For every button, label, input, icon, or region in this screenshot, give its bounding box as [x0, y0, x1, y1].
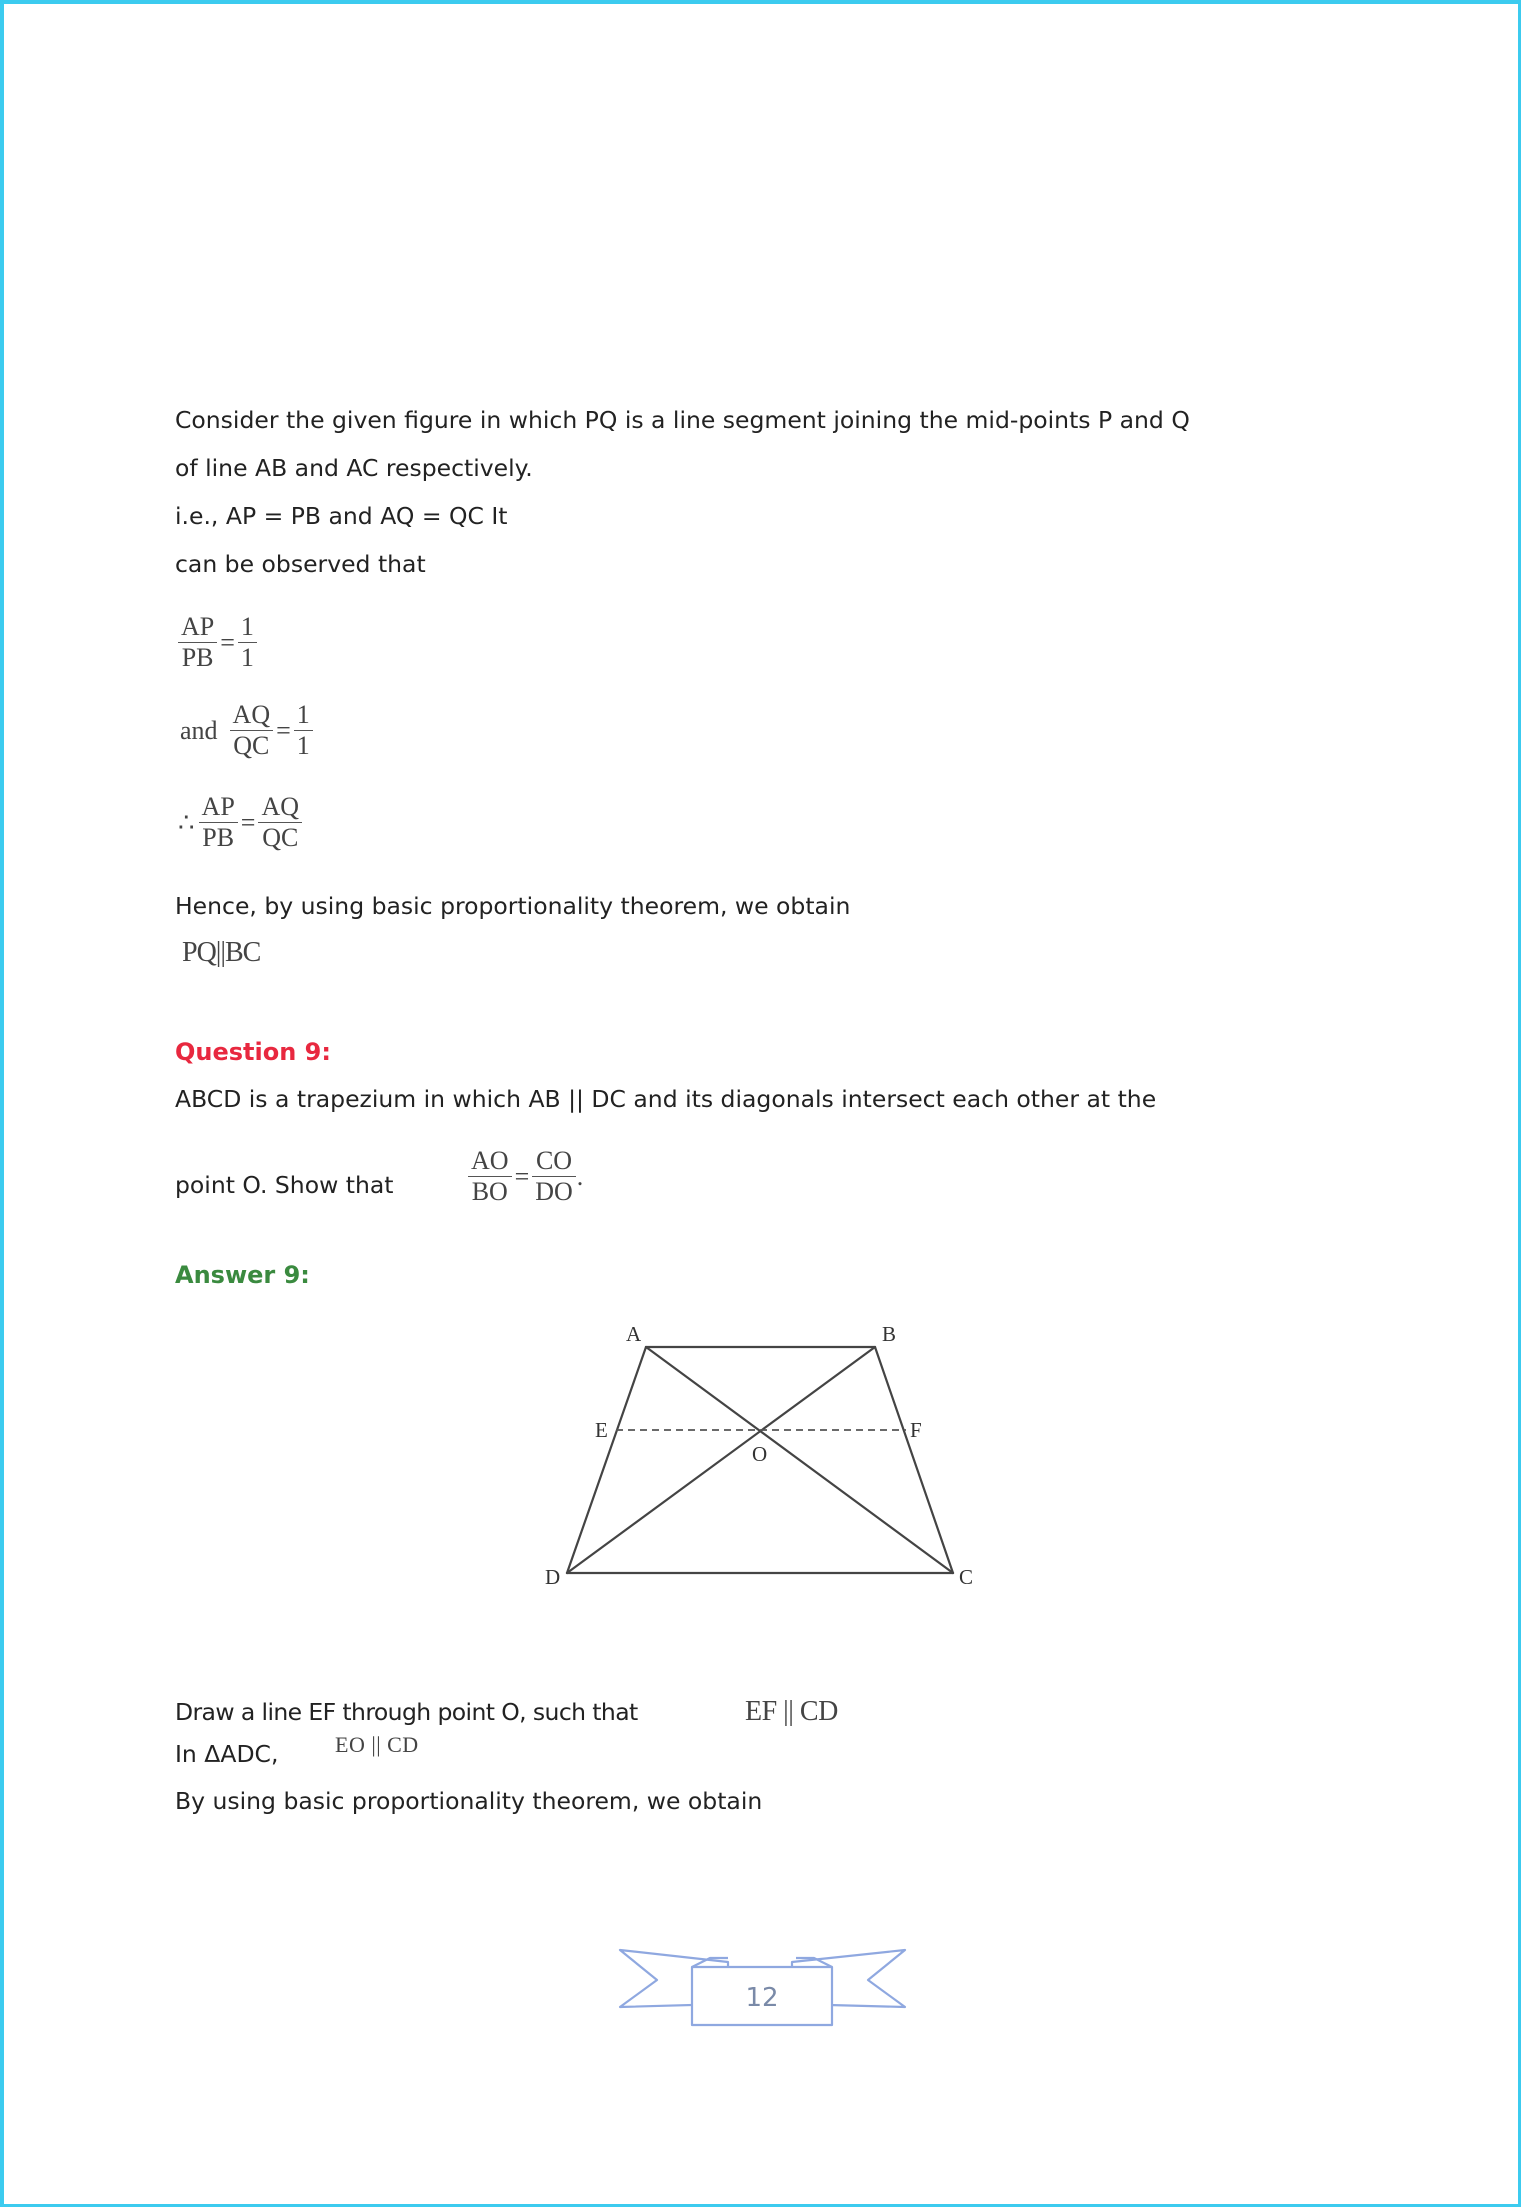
numerator: CO [535, 1146, 573, 1175]
equals-sign: = [276, 715, 291, 745]
conclusion-result: PQ||BC [182, 937, 261, 968]
numerator: AP [181, 612, 215, 641]
denominator: QC [262, 823, 299, 853]
numerator: AQ [232, 700, 271, 729]
label-e: E [595, 1418, 608, 1442]
equation-aq-qc [180, 700, 313, 761]
page-number: 12 [745, 1983, 779, 2013]
intro-line-3: i.e., AP = PB and AQ = QC It [175, 502, 508, 530]
label-c: C [959, 1565, 974, 1589]
therefore-symbol: ∴ [178, 807, 195, 837]
numerator: 1 [240, 612, 254, 641]
edge-bc [875, 1347, 953, 1573]
equation-therefore [178, 792, 302, 853]
fraction [468, 1146, 512, 1207]
fraction [178, 612, 217, 673]
period: . [576, 1161, 584, 1191]
label-f: F [910, 1418, 922, 1442]
label-a: A [626, 1322, 642, 1346]
equals-sign: = [240, 807, 256, 837]
numerator: AP [201, 792, 235, 821]
equation-ap-pb [178, 612, 257, 673]
answer-heading: Answer 9: [175, 1261, 310, 1289]
answer-line-1: Draw a line EF through point O, such that [175, 1698, 638, 1726]
answer-line-1-math: EF || CD [745, 1696, 838, 1727]
denominator: DO [535, 1177, 573, 1207]
question-heading: Question 9: [175, 1038, 331, 1066]
intro-line-1: Consider the given figure in which PQ is a line segment joining the mid-points P and Q [175, 406, 1190, 434]
label-o: O [752, 1442, 768, 1466]
numerator: 1 [296, 700, 310, 729]
denominator: BO [471, 1177, 508, 1207]
answer-line-2-math: EO || CD [335, 1732, 419, 1757]
denominator: PB [181, 643, 214, 673]
question-line-2: point O. Show that [175, 1171, 394, 1199]
denominator: 1 [296, 731, 310, 761]
numerator: AO [471, 1146, 509, 1175]
conclusion-text: Hence, by using basic proportionality theorem, we obtain [175, 892, 851, 920]
edge-ad [567, 1347, 646, 1573]
intro-line-2: of line AB and AC respectively. [175, 454, 533, 482]
fraction [532, 1146, 576, 1207]
diagonal-ac [646, 1347, 953, 1573]
equals-sign: = [220, 627, 235, 657]
diagonal-bd [567, 1347, 875, 1573]
label-d: D [545, 1565, 561, 1589]
fraction [238, 612, 257, 673]
fraction [294, 700, 313, 761]
page-number-ribbon [600, 1920, 920, 2040]
label-b: B [882, 1322, 897, 1346]
fraction [230, 700, 274, 761]
answer-line-3: By using basic proportionality theorem, we obtain [175, 1787, 763, 1815]
fraction [199, 792, 238, 853]
question-line-1: ABCD is a trapezium in which AB || DC and its diagonals intersect each other at the [175, 1085, 1157, 1113]
denominator: 1 [240, 643, 254, 673]
and-text: and [180, 715, 218, 745]
fraction [258, 792, 302, 853]
denominator: QC [233, 731, 270, 761]
question-equation [468, 1146, 586, 1207]
answer-line-2: In ΔADC, [175, 1740, 279, 1768]
trapezium-figure [520, 1300, 1000, 1620]
numerator: AQ [261, 792, 300, 821]
denominator: PB [202, 823, 235, 853]
intro-line-4: can be observed that [175, 550, 426, 578]
equals-sign: = [514, 1161, 530, 1191]
